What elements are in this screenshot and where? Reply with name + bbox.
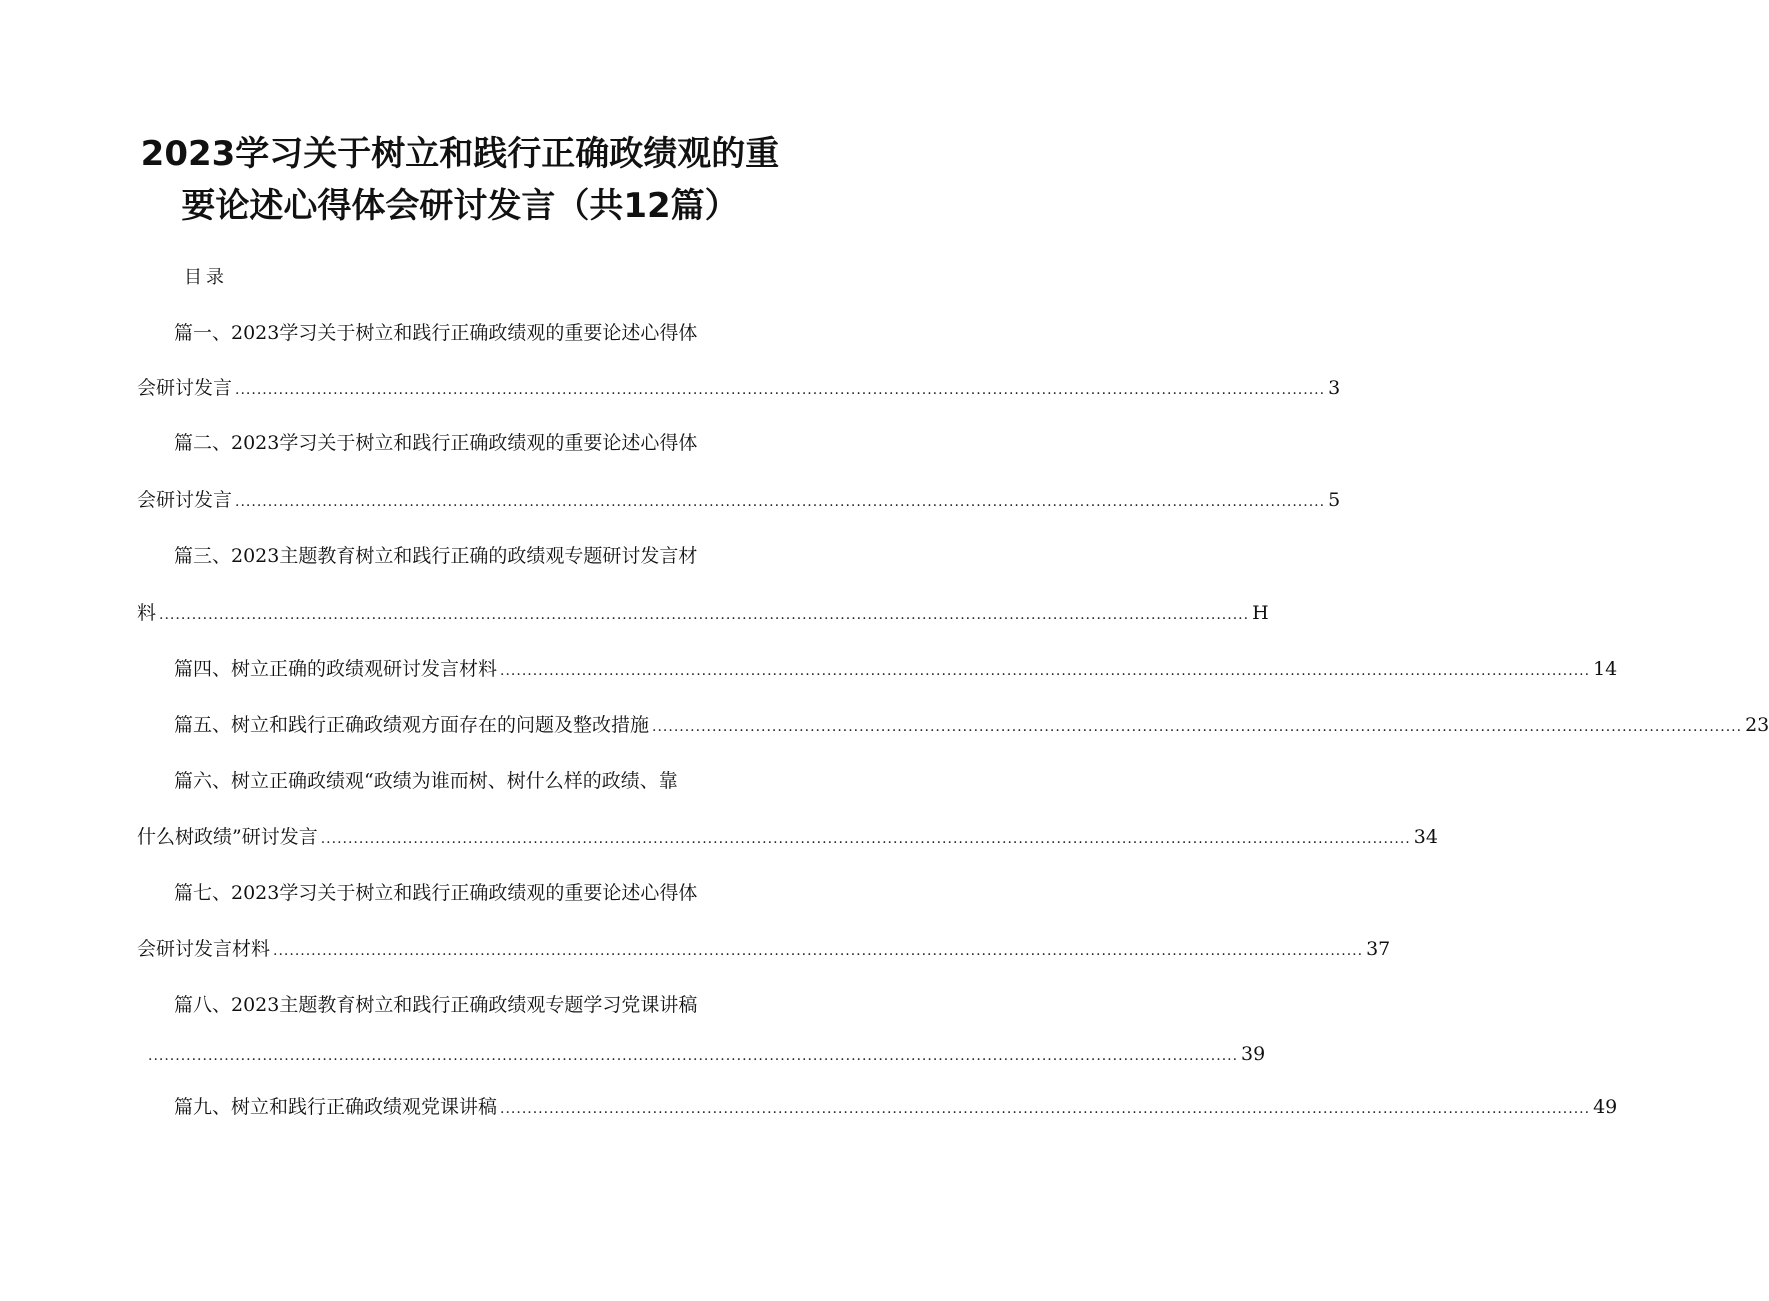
dot-leader: ........................................................................................................................................................................................................ [652,719,1743,735]
toc-entry-9-title: 篇九、树立和践行正确政绩观党课讲稿 [174,1096,498,1118]
dot-leader: ........................................................................................................................................................................................................ [500,1101,1591,1117]
toc-entry-2-page: 5 [1328,489,1341,511]
toc-entry-6-title: 篇六、树立正确政绩观“政绩为谁而树、树什么样的政绩、靠 [174,770,678,792]
toc-entry-7 [137,934,1391,966]
dot-leader: ........................................................................................................................................................................................................ [148,1048,1239,1064]
toc-entry-6-page: 34 [1413,826,1438,848]
dot-leader: ........................................................................................................................................................................................................ [320,831,1411,847]
toc-entry-3-title-cont: 料 [137,602,157,624]
toc-entry-4-page: 14 [1593,658,1618,680]
toc-entry-8-title: 篇八、2023主题教育树立和践行正确政绩观专题学习党课讲稿 [174,994,698,1016]
toc-entry-8-page: 39 [1241,1043,1266,1065]
title-line-2: 要论述心得体会研讨发言（共12篇） [181,186,739,226]
toc-entry-7-title: 篇七、2023学习关于树立和践行正确政绩观的重要论述心得体 [174,882,698,904]
toc-entry-5-title: 篇五、树立和践行正确政绩观方面存在的问题及整改措施 [174,714,650,736]
toc-entry-5 [174,710,1769,742]
document-title [120,128,800,232]
toc-entry-3 [137,598,1269,630]
dot-leader: ........................................................................................................................................................................................................ [235,382,1326,398]
dot-leader: ........................................................................................................................................................................................................ [235,494,1326,510]
toc-entry-8 [145,1039,1266,1071]
toc-heading: 目录 [184,267,228,288]
toc-entry-4 [174,654,1618,686]
dot-leader: ........................................................................................................................................................................................................ [273,943,1364,959]
dot-leader: ........................................................................................................................................................................................................ [500,663,1591,679]
toc-entry-2-title-cont: 会研讨发言 [137,489,233,511]
toc-entry-1 [137,373,1341,405]
toc-entry-3-title: 篇三、2023主题教育树立和践行正确的政绩观专题研讨发言材 [174,545,698,567]
toc-entry-3-page: H [1252,602,1269,624]
toc-entry-9-page: 49 [1593,1096,1618,1118]
toc-entry-9 [174,1092,1618,1124]
toc-entry-1-title: 篇一、2023学习关于树立和践行正确政绩观的重要论述心得体 [174,322,698,344]
toc-entry-1-page: 3 [1328,377,1341,399]
toc-entry-2-title: 篇二、2023学习关于树立和践行正确政绩观的重要论述心得体 [174,432,698,454]
toc-entry-6-title-cont: 什么树政绩”研讨发言 [137,826,318,848]
toc-entry-1-title-cont: 会研讨发言 [137,377,233,399]
toc-entry-7-title-cont: 会研讨发言材料 [137,938,271,960]
toc-entry-5-page: 23 [1745,714,1769,736]
dot-leader: ........................................................................................................................................................................................................ [159,607,1250,623]
title-line-1: 2023学习关于树立和践行正确政绩观的重 [140,134,780,174]
toc-entry-2 [137,485,1341,517]
toc-entry-4-title: 篇四、树立正确的政绩观研讨发言材料 [174,658,498,680]
toc-entry-6 [137,822,1438,854]
toc-entry-7-page: 37 [1366,938,1391,960]
